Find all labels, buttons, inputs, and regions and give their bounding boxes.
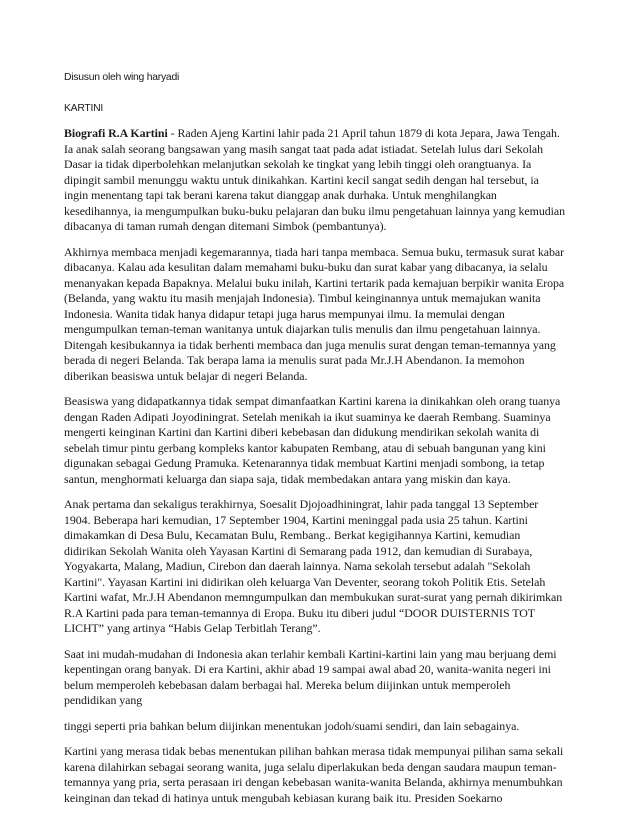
paragraph <box>64 394 584 487</box>
text-line: kesedihannya, ia mengumpulkan buku-buku pelajaran dan buku ilmu pengetahuan lainnya yang kemudian <box>64 203 566 218</box>
paragraph <box>64 126 584 235</box>
text-line: Kartini". Yayasan Kartini ini didirikan oleh keluarga Van Deventer, seorang tokoh Politik Etis. Setelah <box>64 574 546 589</box>
text-line: Saat ini mudah-mudahan di Indonesia akan terlahir kembali Kartini-kartini lain yang mau berjuang demi <box>64 646 557 661</box>
text-line: Akhirnya membaca menjadi kegemarannya, tiada hari tanpa membaca. Semua buku, termasuk surat kabar <box>64 244 564 259</box>
text-line: didirikan Sekolah Wanita oleh Yayasan Kartini di Semarang pada 1912, dan kemudian di Surabaya, <box>64 543 533 558</box>
text-line: santun, menghormati keluarga dan siapa saja, tidak membedakan antara yang miskin dan kaya. <box>64 471 511 486</box>
text-line <box>64 126 584 142</box>
text-line: dibacanya. Kalau ada kesulitan dalam memahami buku-buku dan surat kabar yang dibacanya, ia selalu <box>64 260 548 274</box>
text-line: sebelah timur pintu gerbang kompleks kantor kabupaten Rembang, atau di sebuah bangunan yang kini <box>64 440 546 455</box>
text-line: Indonesia. Wanita tidak hanya didapur tetapi juga harus mempunyai ilmu. Ia memulai dengan <box>64 306 505 321</box>
text-line: dengan Raden Adipati Joyodiningrat. Setelah menikah ia ikut suaminya ke daerah Rembang. Suaminya <box>64 409 551 424</box>
text-line: Beasiswa yang didapatkannya tidak sempat dimanfaatkan Kartini karena ia dinikahkan oleh orang tuanya <box>64 394 561 408</box>
document-heading: KARTINI <box>64 103 104 114</box>
text-line: kepentingan orang banyak. Di era Kartini, akhir abad 19 sampai awal abad 20, wanita-wanita negeri ini <box>64 662 551 676</box>
text-line: LICHT” yang artinya “Habis Gelap Terbitlah Terang”. <box>64 621 321 635</box>
text-line: keinginan dan tekad di hatinya untuk mengubah kebiasan kurang baik itu. Presiden Soekarno <box>64 790 503 805</box>
text-line: karena dilahirkan sebagai seorang wanita, juga selalu diperlakukan beda dengan saudara maupun teman- <box>64 759 557 774</box>
text-line: menanyakan kepada Bapaknya. Melalui buku inilah, Kartini tertarik pada kemajuan berpikir wanita Eropa <box>64 275 565 290</box>
text-line: temannya yang pria, serta perasaan iri dengan kebebasan wanita-wanita Belanda, akhirnya menumbuhkan <box>64 775 563 789</box>
text-line: dipingit sambil menunggu waktu untuk dinikahkan. Kartini kecil sangat sedih dengan hal tersebut, ia <box>64 172 539 187</box>
text-line: ingin menentang tapi tak berani karena takut dianggap anak durhaka. Untuk menghilangkan <box>64 188 497 202</box>
paragraph <box>64 497 584 637</box>
text-line: Dasar ia tidak diperbolehkan melanjutkan sekolah ke tingkat yang lebih tinggi oleh orangtuanya. Ia <box>64 157 532 171</box>
paragraph <box>64 245 584 385</box>
paragraph <box>64 719 584 735</box>
text-line: digunakan sebagai Gedung Pramuka. Ketenarannya tidak membuat Kartini menjadi sombong, ia tetap <box>64 456 545 470</box>
text-line: 1904. Beberapa hari kemudian, 17 September 1904, Kartini meninggal pada usia 25 tahun. Kartini <box>64 512 528 527</box>
text-line: Anak pertama dan sekaligus terakhirnya, Soesalit Djojoadhiningrat, lahir pada tanggal 13 September <box>64 497 539 511</box>
text-run: - Raden Ajeng Kartini lahir pada 21 April tahun 1879 di kota Jepara, Jawa Tengah. <box>167 126 560 140</box>
lead-title: Biografi R.A Kartini <box>64 126 168 140</box>
text-line: Ia anak salah seorang bangsawan yang masih sangat taat pada adat istiadat. Setelah lulus dari Sekolah <box>64 141 544 156</box>
text-line: mengumpulkan teman-teman wanitanya untuk diajarkan tulis menulis dan ilmu pengetahuan lainnya. <box>64 322 541 336</box>
text-line: R.A Kartini pada para teman-temannya di Eropa. Buku itu diberi judul “DOOR DUISTERNIS TOT <box>64 605 535 620</box>
text-line: Yogyakarta, Malang, Madiun, Cirebon dan daerah lainnya. Nama sekolah tersebut adalah "Sekolah <box>64 559 531 573</box>
text-line: Ditengah kesibukannya ia tidak berhenti membaca dan juga menulis surat dengan teman-temannya yang <box>64 337 556 352</box>
text-line: Kartini wafat, Mr.J.H Abendanon memngumpulkan dan membukukan surat-surat yang pernah dikirimkan <box>64 590 563 604</box>
text-line: dibacanya di taman rumah dengan ditemani Simbok (pembantunya). <box>64 219 387 233</box>
author-line: Disusun oleh wing haryadi <box>64 72 180 83</box>
text-line: berada di negeri Belanda. Tak berapa lama ia menulis surat pada Mr.J.H Abendanon. Ia memohon <box>64 353 525 367</box>
text-line: mengerti keinginan Kartini dan Kartini diberi kebebasan dan didukung mendirikan sekolah wanita di <box>64 425 540 439</box>
paragraph <box>64 744 584 806</box>
text-line: pendidikan yang <box>64 693 143 707</box>
text-line: dimakamkan di Desa Bulu, Kecamatan Bulu, Rembang.. Berkat kegigihannya Kartini, kemudian <box>64 528 521 542</box>
text-line: (Belanda, yang waktu itu masih menjajah Indonesia). Timbul keinginannya untuk memajukan wanita <box>64 291 541 305</box>
text-line: Kartini yang merasa tidak bebas menentukan pilihan bahkan merasa tidak mempunyai pilihan sama sekali <box>64 744 564 758</box>
text-line: tinggi seperti pria bahkan belum diijinkan menentukan jodoh/suami sendiri, dan lain sebagainya. <box>64 718 520 733</box>
text-line: diberikan beasiswa untuk belajar di negeri Belanda. <box>64 368 308 383</box>
document-body <box>64 126 584 816</box>
text-line: belum memperoleh kebebasan dalam berbagai hal. Mereka belum diijinkan untuk memperoleh <box>64 677 511 692</box>
paragraph <box>64 647 584 709</box>
